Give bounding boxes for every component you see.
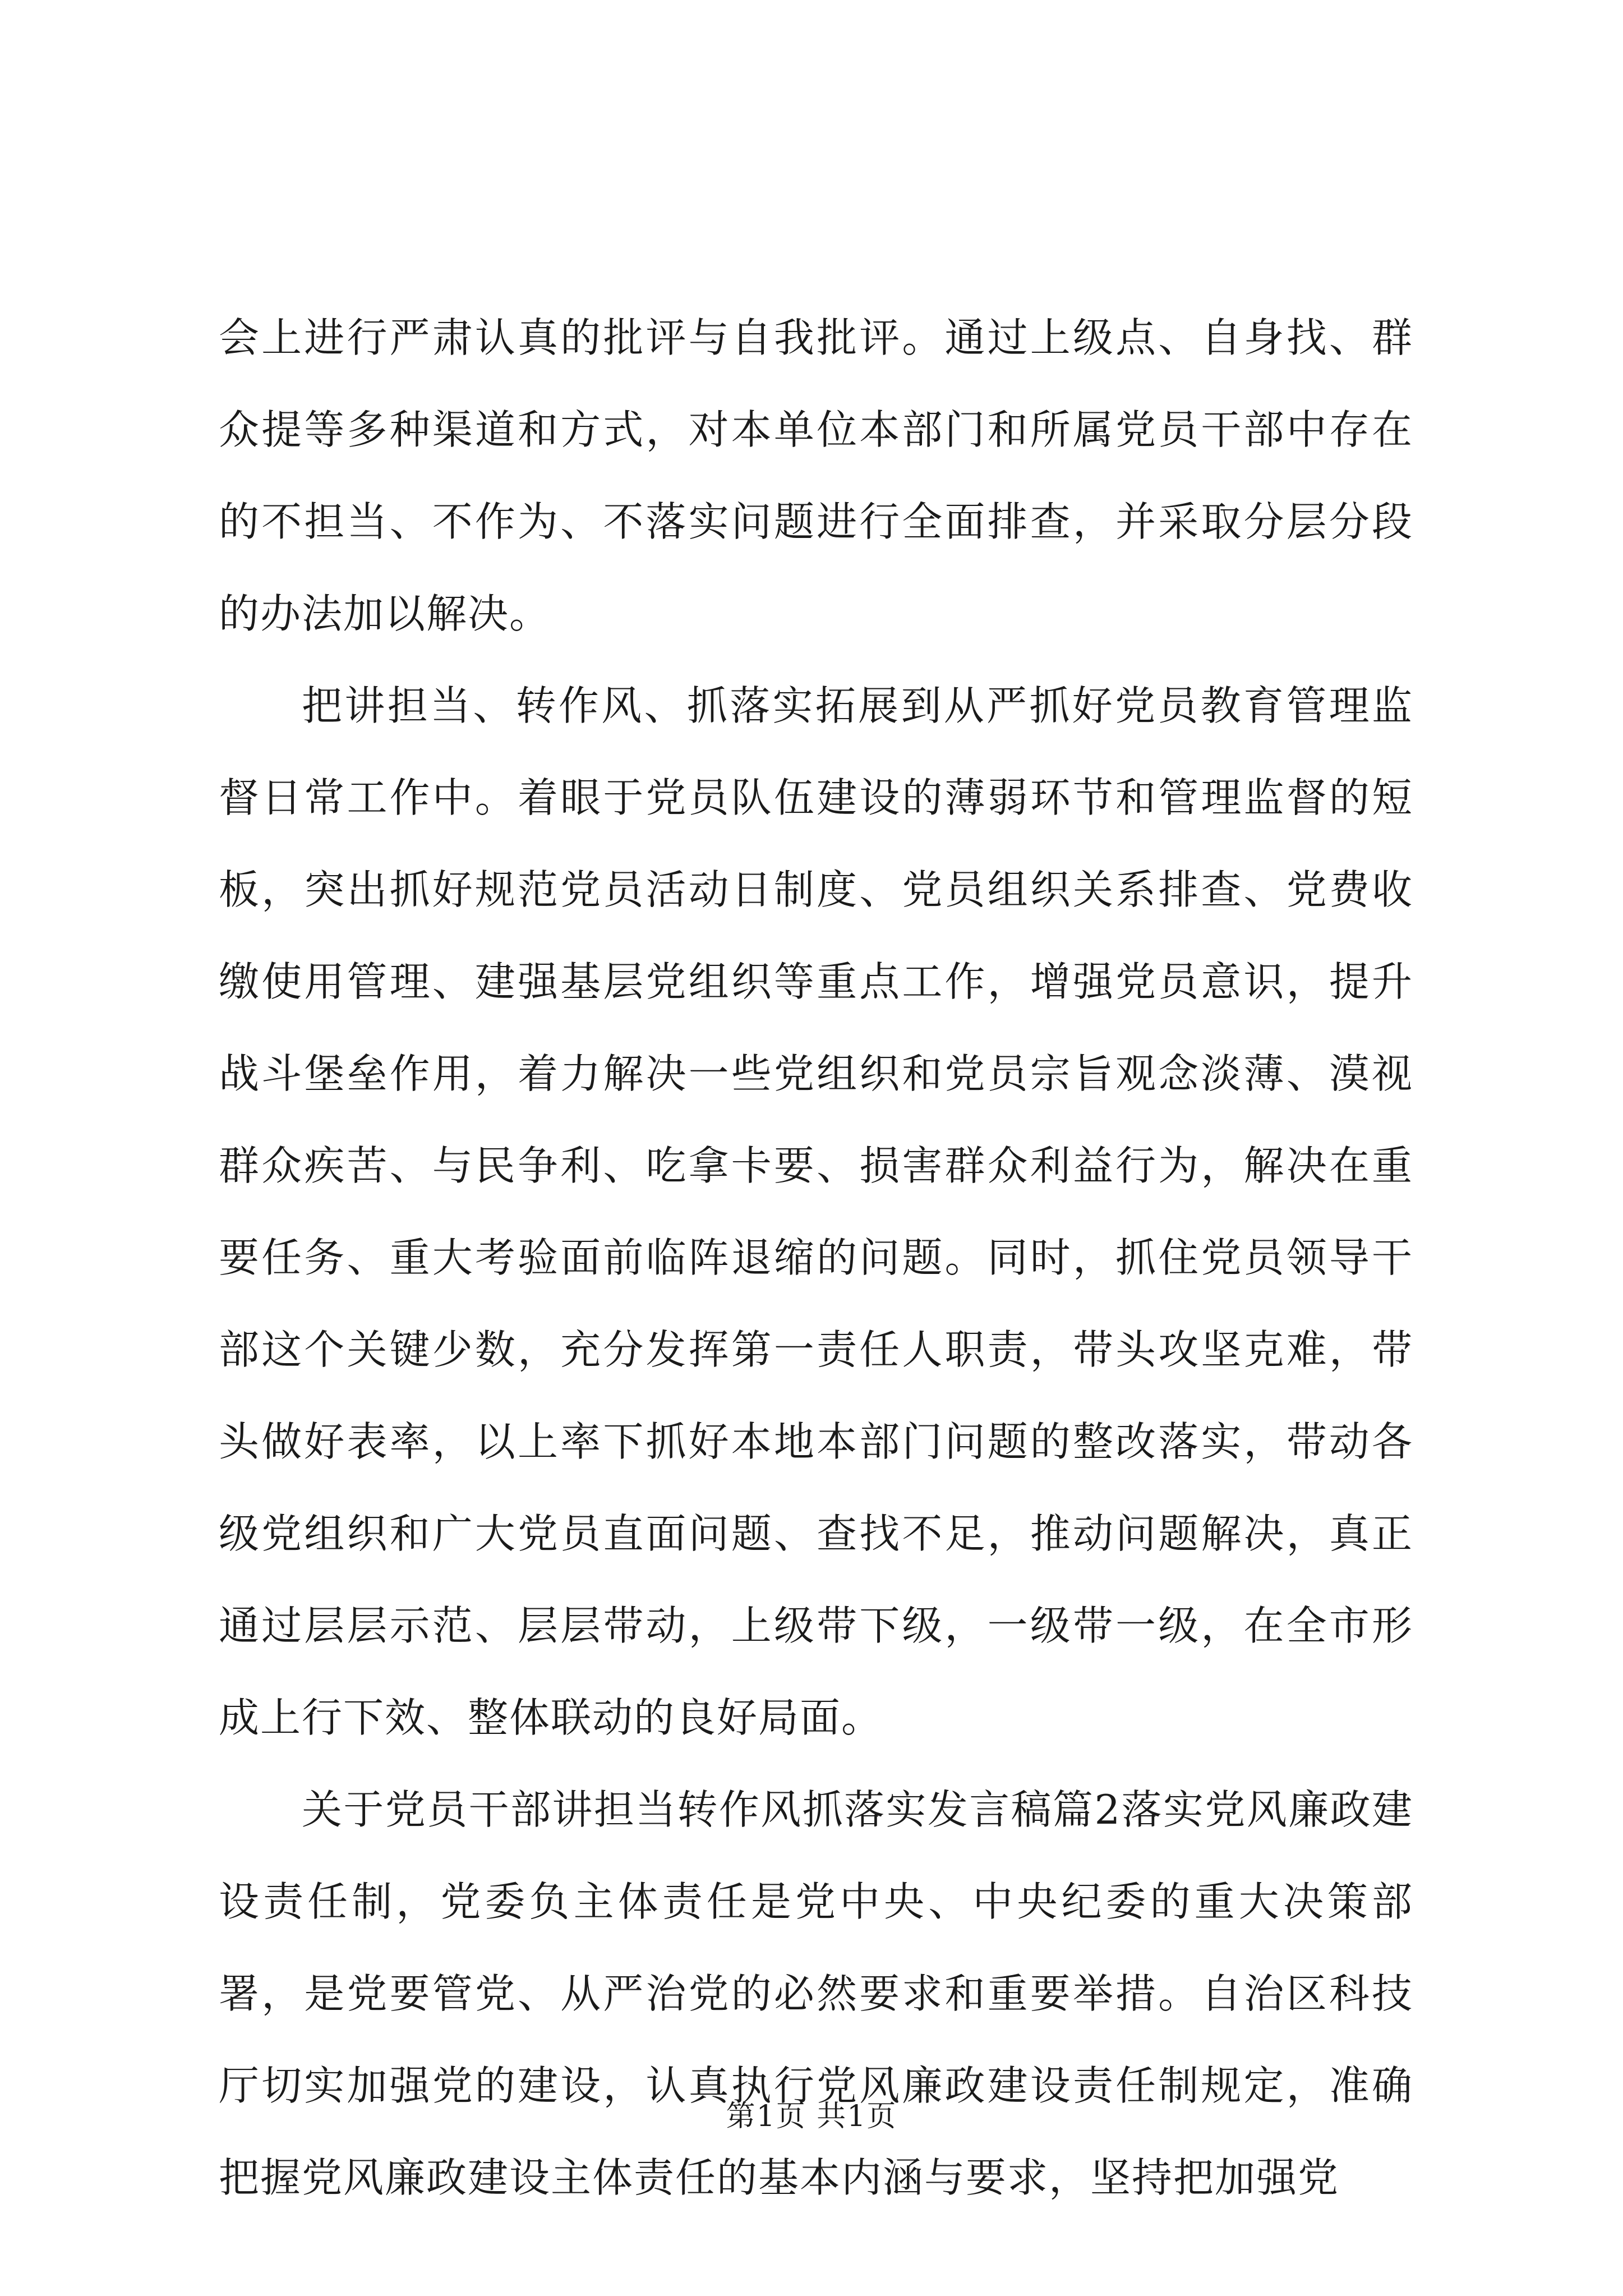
document-body bbox=[219, 292, 1413, 2224]
paragraph-2: 把讲担当、转作风、抓落实拓展到从严抓好党员教育管理监督日常工作中。着眼于党员队伍建设的薄弱环节和管理监督的短板，突出抓好规范党员活动日制度、党员组织关系排查、党费收缴使用管理、建强基层党组织等重点工作，增强党员意识，提升战斗堡垒作用，着力解决一些党组织和党员宗旨观念淡薄、漠视群众疾苦、与民争利、吃拿卡要、损害群众利益行为，解决在重要任务、重大考验面前临阵退缩的问题。同时，抓住党员领导干部这个关键少数，充分发挥第一责任人职责，带头攻坚克难，带头做好表率，以上率下抓好本地本部门问题的整改落实，带动各级党组织和广大党员直面问题、查找不足，推动问题解决，真正通过层层示范、层层带动，上级带下级，一级带一级，在全市形成上行下效、整体联动的良好局面。 bbox=[219, 682, 1413, 1741]
paragraph-1: 会上进行严肃认真的批评与自我批评。通过上级点、自身找、群众提等多种渠道和方式，对本单位本部门和所属党员干部中存在的不担当、不作为、不落实问题进行全面排查，并采取分层分段的办法加以解决。 bbox=[219, 314, 1413, 637]
paragraph-3: 关于党员干部讲担当转作风抓落实发言稿篇2落实党风廉政建设责任制，党委负主体责任是党中央、中央纪委的重大决策部署，是党要管党、从严治党的必然要求和重要举措。自治区科技厅切实加强党的建设，认真执行党风廉政建设责任制规定，准确把握党风廉政建设主体责任的基本内涵与要求，坚持把加强党 bbox=[219, 1786, 1413, 2201]
page-footer: 第1页 共1页 bbox=[726, 2100, 897, 2133]
